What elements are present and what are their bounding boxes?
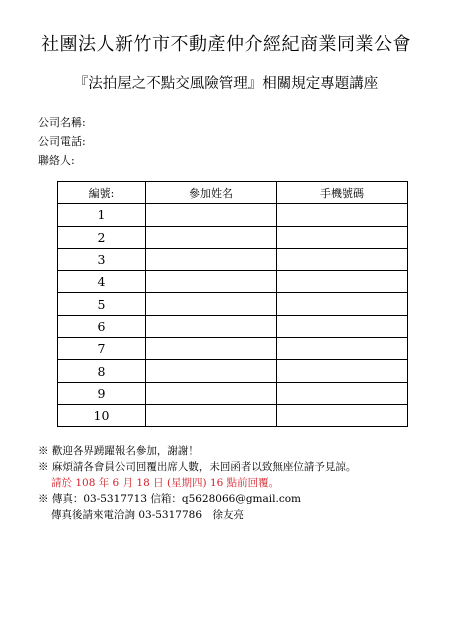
mobile-number-cell[interactable] [277, 382, 408, 404]
deadline-note: 請於 108 年 6 月 18 日 (星期四) 16 點前回覆。 [51, 477, 280, 489]
header-mobile-number: 手機號碼 [277, 182, 408, 204]
mobile-number-cell[interactable] [277, 404, 408, 426]
organization-title: 社團法人新竹市不動產仲介經紀商業同業公會 [41, 34, 411, 55]
mobile-number-cell[interactable] [277, 226, 408, 248]
table-row [58, 338, 408, 360]
registration-table [57, 181, 408, 427]
table-row [58, 204, 408, 226]
mobile-number-cell[interactable] [277, 315, 408, 337]
table-row [58, 271, 408, 293]
mobile-number-cell[interactable] [277, 293, 408, 315]
company-phone-label: 公司電話: [38, 135, 86, 148]
table-row [58, 382, 408, 404]
table-row [58, 404, 408, 426]
row-number: 7 [58, 338, 146, 360]
row-number: 6 [58, 315, 146, 337]
row-number: 1 [58, 204, 146, 226]
attendee-name-cell[interactable] [146, 204, 277, 226]
mobile-number-cell[interactable] [277, 204, 408, 226]
table-row [58, 360, 408, 382]
attendee-name-cell[interactable] [146, 404, 277, 426]
table-row [58, 293, 408, 315]
welcome-note: ※ 歡迎各界踴躍報名參加，謝謝！ [38, 445, 199, 457]
seminar-title: 『法拍屋之不點交風險管理』相關規定專題講座 [73, 76, 379, 92]
attendee-name-cell[interactable] [146, 293, 277, 315]
attendee-name-cell[interactable] [146, 360, 277, 382]
attendee-name-cell[interactable] [146, 382, 277, 404]
row-number: 2 [58, 226, 146, 248]
table-row [58, 248, 408, 270]
notes-section [38, 443, 356, 523]
contact-note: 傳真後請來電洽詢 03-5317786 徐友亮 [51, 509, 245, 521]
header-number: 編號: [58, 182, 146, 204]
attendee-name-cell[interactable] [146, 315, 277, 337]
contact-person-label: 聯絡人: [38, 154, 75, 167]
row-number: 3 [58, 248, 146, 270]
row-number: 9 [58, 382, 146, 404]
company-name-label: 公司名稱: [38, 116, 86, 129]
attendee-name-cell[interactable] [146, 271, 277, 293]
row-number: 4 [58, 271, 146, 293]
row-number: 10 [58, 404, 146, 426]
header-attendee-name: 參加姓名 [146, 182, 277, 204]
mobile-number-cell[interactable] [277, 271, 408, 293]
table-row [58, 226, 408, 248]
fax-email-note: ※ 傳真：03-5317713 信箱：q5628066@gmail.com [38, 493, 301, 505]
reply-request-note: ※ 麻煩請各會員公司回覆出席人數，未回函者以致無座位請予見諒。 [38, 461, 357, 473]
row-number: 5 [58, 293, 146, 315]
table-row [58, 315, 408, 337]
company-info-fields [38, 113, 86, 170]
table-header-row [58, 182, 408, 204]
mobile-number-cell[interactable] [277, 360, 408, 382]
attendee-name-cell[interactable] [146, 248, 277, 270]
row-number: 8 [58, 360, 146, 382]
attendee-name-cell[interactable] [146, 226, 277, 248]
mobile-number-cell[interactable] [277, 338, 408, 360]
attendee-name-cell[interactable] [146, 338, 277, 360]
mobile-number-cell[interactable] [277, 248, 408, 270]
